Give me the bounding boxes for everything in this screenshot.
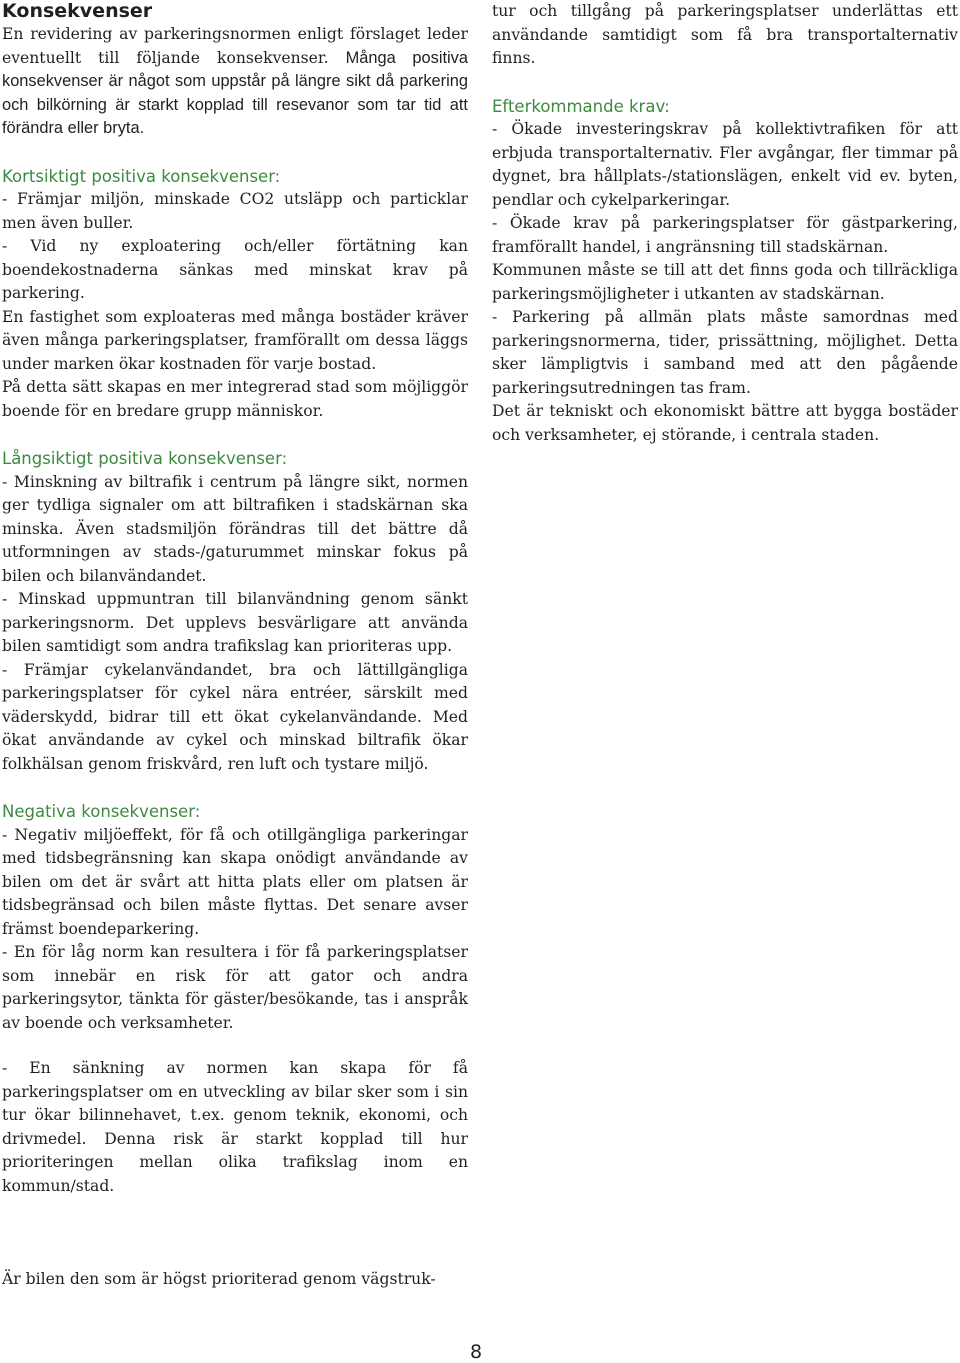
closing-sentence: Är bilen den som är högst prioriterad genom vägstruk- bbox=[2, 1270, 436, 1288]
intro-sentence-a: En revidering av parkeringsnormen enligt förslaget leder eventuellt till följande konsekvenser. bbox=[2, 25, 468, 67]
continuation-paragraph: tur och tillgång på parkeringsplatser underlättas ett användande samtidigt som få bra transportalternativ finns. bbox=[492, 2, 958, 67]
page-title: Konsekvenser bbox=[2, 0, 153, 22]
followup-point-5: Det är tekniskt och ekonomiskt bättre att bygga bostäder och verksamheter, ej störande, i centrala staden. bbox=[492, 402, 958, 444]
left-column bbox=[2, 0, 468, 1292]
short-term-heading: Kortsiktigt positiva konsekvenser: bbox=[2, 166, 281, 186]
right-column bbox=[492, 0, 958, 447]
followup-point-1: - Ökade investeringskrav på kollektivtrafiken för att erbjuda transportalternativ. Fler avgångar, fler timmar på dygnet, bra hållplats-/stationslägen, enkelt vid ev. byten, pendlar och cykelparkeringar. bbox=[492, 120, 958, 209]
short-term-point-4: På detta sätt skapas en mer integrerad stad som möjliggör boende för en bredare grupp människor. bbox=[2, 378, 468, 420]
followup-heading: Efterkommande krav: bbox=[492, 96, 670, 116]
intro-paragraph bbox=[2, 23, 468, 141]
negative-point-2: - En för låg norm kan resultera i för få parkeringsplatser som innebär en risk för att gator och andra parkeringsytor, tänkta för gäster/besökande, tas i anspråk av boende och verksamheter. bbox=[2, 943, 468, 1032]
long-term-point-3: - Främjar cykelanvändandet, bra och lättillgängliga parkeringsplatser för cykel nära entréer, särskilt med väderskydd, bidrar till ett ökat cykelanvändande. Med ökat användande av cykel och minskad biltrafik ökar folkhälsan genom friskvård, ren luft och tystare miljö. bbox=[2, 660, 468, 773]
followup-point-4: - Parkering på allmän plats måste samordnas med parkeringsnormerna, tider, prissättning, möjlighet. Detta sker lämpligtvis i samband med att den pågående parkeringsutredningen tas fram. bbox=[492, 308, 958, 397]
negative-heading: Negativa konsekvenser: bbox=[2, 802, 201, 821]
page-number: 8 bbox=[470, 1341, 483, 1363]
long-term-point-2: - Minskad uppmuntran till bilanvändning genom sänkt parkeringsnorm. Det upplevs besvärligare att använda bilen samtidigt som andra trafikslag kan prioriteras upp. bbox=[2, 590, 468, 655]
short-term-point-1: - Främjar miljön, minskade CO2 utsläpp och particklar men även buller. bbox=[2, 190, 468, 232]
long-term-point-1: - Minskning av biltrafik i centrum på längre sikt, normen ger tydliga signaler om att biltrafiken i stadskärnan ska minska. Även stadsmiljön förändras till det bättre då utformningen av stads-/gaturummet minskar fokus på bilen och bilanvändandet. bbox=[2, 472, 468, 585]
intro-sentence-b: Många positiva konsekvenser är något som uppstår på längre sikt då parkering och bilkörning är starkt kopplad till resevanor som tar tid att förändra eller bryta. bbox=[2, 48, 468, 137]
followup-point-2: - Ökade krav på parkeringsplatser för gästparkering, framförallt handel, i angränsning till stadskärnan. bbox=[492, 214, 958, 256]
negative-point-3: - En sänkning av normen kan skapa för få parkeringsplatser om en utveckling av bilar sker som i sin tur ökar bilinnehavet, t.ex. genom teknik, ekonomi, och drivmedel. Denna risk är starkt kopplad till hur prioriteringen mellan olika trafikslag inom en kommun/stad. bbox=[2, 1059, 468, 1195]
short-term-point-2: - Vid ny exploatering och/eller förtätning kan boendekostnaderna sänkas med minskat krav på parkering. bbox=[2, 237, 468, 302]
long-term-heading: Långsiktigt positiva konsekvenser: bbox=[2, 449, 288, 468]
short-term-point-3: En fastighet som exploateras med många bostäder kräver även många parkeringsplatser, framförallt om dessa läggs under marken ökar kostnaden för varje bostad. bbox=[2, 307, 468, 373]
negative-point-1: - Negativ miljöeffekt, för få och otillgängliga parkeringar med tidsbegränsning kan skapa onödigt användande av bilen om det är svårt att hitta plats eller om platsen är tidsbegränsad och bilen måste flyttas. Det senare avser främst boendeparkering. bbox=[2, 825, 468, 938]
followup-point-3: Kommunen måste se till att det finns goda och tillräckliga parkeringsmöjligheter i utkanten av stadskärnan. bbox=[492, 261, 958, 303]
